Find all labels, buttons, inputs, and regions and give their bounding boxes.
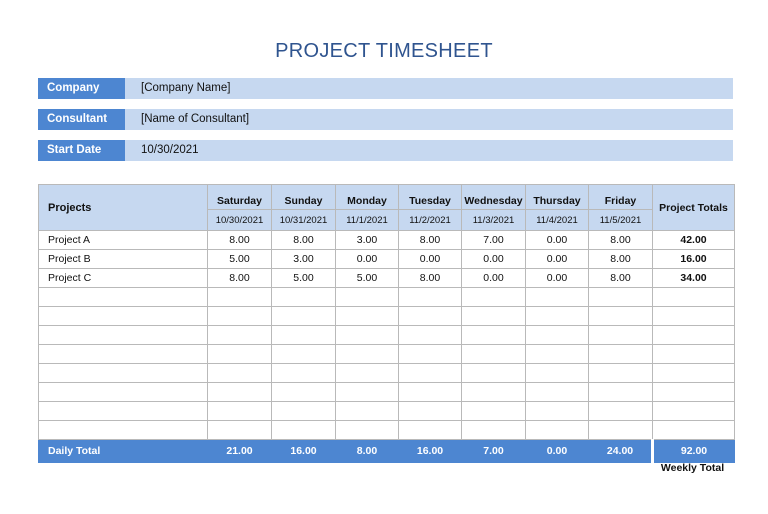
empty-cell[interactable] [336,402,399,421]
empty-cell[interactable] [39,421,208,440]
hours-cell[interactable]: 8.00 [399,269,462,288]
empty-cell[interactable] [336,307,399,326]
empty-cell[interactable] [39,326,208,345]
daily-total-label: Daily Total [39,440,208,463]
date-header: 10/31/2021 [272,210,336,231]
empty-row [39,402,735,421]
daily-total-cell: 16.00 [399,440,462,463]
hours-cell[interactable]: 0.00 [526,231,589,250]
empty-row [39,326,735,345]
table-row [39,250,735,269]
empty-cell[interactable] [336,345,399,364]
project-name[interactable]: Project B [39,250,208,269]
empty-cell[interactable] [39,364,208,383]
empty-cell[interactable] [653,307,735,326]
empty-cell[interactable] [399,345,462,364]
project-total: 42.00 [653,231,735,250]
empty-cell[interactable] [399,383,462,402]
header-row-days [39,185,735,210]
empty-cell[interactable] [653,288,735,307]
empty-cell[interactable] [39,307,208,326]
hours-cell[interactable]: 3.00 [272,250,336,269]
project-name[interactable]: Project C [39,269,208,288]
empty-cell[interactable] [272,288,336,307]
empty-cell[interactable] [526,307,589,326]
consultant-field[interactable]: [Name of Consultant] [125,109,733,130]
date-header: 10/30/2021 [208,210,272,231]
daily-total-cell: 24.00 [589,440,653,463]
empty-cell[interactable] [589,307,653,326]
hours-cell[interactable]: 8.00 [589,231,653,250]
empty-cell[interactable] [272,383,336,402]
hours-cell[interactable]: 5.00 [336,269,399,288]
empty-cell[interactable] [589,383,653,402]
date-header: 11/4/2021 [526,210,589,231]
empty-cell[interactable] [526,402,589,421]
empty-cell[interactable] [462,383,526,402]
empty-cell[interactable] [653,421,735,440]
project-name[interactable]: Project A [39,231,208,250]
empty-cell[interactable] [526,288,589,307]
empty-cell[interactable] [208,307,272,326]
hours-cell[interactable]: 3.00 [336,231,399,250]
empty-cell[interactable] [653,402,735,421]
empty-row [39,364,735,383]
day-header: Friday [589,185,653,210]
daily-total-cell: 16.00 [272,440,336,463]
empty-cell[interactable] [526,326,589,345]
hours-cell[interactable]: 5.00 [272,269,336,288]
empty-cell[interactable] [462,421,526,440]
hours-cell[interactable]: 0.00 [526,269,589,288]
consultant-row [38,109,733,130]
company-row [38,78,733,99]
empty-cell[interactable] [653,364,735,383]
empty-cell[interactable] [39,402,208,421]
hours-cell[interactable]: 0.00 [336,250,399,269]
empty-row [39,288,735,307]
page-title: PROJECT TIMESHEET [275,40,493,62]
start-date-row [38,140,733,161]
empty-cell[interactable] [399,364,462,383]
empty-cell[interactable] [272,326,336,345]
empty-cell[interactable] [399,307,462,326]
empty-cell[interactable] [462,345,526,364]
empty-cell[interactable] [653,345,735,364]
empty-cell[interactable] [208,383,272,402]
date-header: 11/3/2021 [462,210,526,231]
hours-cell[interactable]: 8.00 [399,231,462,250]
empty-cell[interactable] [526,345,589,364]
empty-cell[interactable] [208,364,272,383]
empty-cell[interactable] [272,402,336,421]
timesheet-table [38,184,735,463]
empty-cell[interactable] [526,383,589,402]
projects-header: Projects [39,185,208,231]
empty-cell[interactable] [208,288,272,307]
date-header: 11/2/2021 [399,210,462,231]
empty-cell[interactable] [589,326,653,345]
empty-cell[interactable] [272,421,336,440]
empty-cell[interactable] [208,421,272,440]
hours-cell[interactable]: 0.00 [399,250,462,269]
empty-cell[interactable] [208,345,272,364]
empty-cell[interactable] [399,288,462,307]
hours-cell[interactable]: 8.00 [272,231,336,250]
grand-total: 92.00 [653,440,735,463]
empty-cell[interactable] [336,383,399,402]
daily-total-cell: 21.00 [208,440,272,463]
start-date-label: Start Date [38,140,125,161]
empty-cell[interactable] [39,288,208,307]
empty-cell[interactable] [336,326,399,345]
day-header: Sunday [272,185,336,210]
empty-cell[interactable] [589,402,653,421]
daily-total-cell: 8.00 [336,440,399,463]
empty-cell[interactable] [272,345,336,364]
empty-cell[interactable] [272,364,336,383]
consultant-label: Consultant [38,109,125,130]
day-header: Monday [336,185,399,210]
weekly-total-label: Weekly Total [660,462,725,474]
daily-total-cell: 0.00 [526,440,589,463]
empty-cell[interactable] [653,383,735,402]
date-header: 11/1/2021 [336,210,399,231]
empty-row [39,383,735,402]
empty-cell[interactable] [39,345,208,364]
empty-cell[interactable] [399,421,462,440]
empty-cell[interactable] [462,402,526,421]
day-header: Saturday [208,185,272,210]
empty-cell[interactable] [589,421,653,440]
empty-cell[interactable] [589,364,653,383]
empty-row [39,421,735,440]
daily-total-row [39,440,735,463]
hours-cell[interactable]: 8.00 [208,269,272,288]
empty-cell[interactable] [208,402,272,421]
day-header: Thursday [526,185,589,210]
hours-cell[interactable]: 0.00 [526,250,589,269]
empty-cell[interactable] [272,307,336,326]
empty-cell[interactable] [462,326,526,345]
empty-cell[interactable] [336,421,399,440]
empty-cell[interactable] [589,345,653,364]
empty-cell[interactable] [336,288,399,307]
hours-cell[interactable]: 5.00 [208,250,272,269]
hours-cell[interactable]: 8.00 [208,231,272,250]
table-row [39,231,735,250]
empty-cell[interactable] [589,288,653,307]
company-label: Company [38,78,125,99]
empty-cell[interactable] [208,326,272,345]
empty-cell[interactable] [462,364,526,383]
hours-cell[interactable]: 0.00 [462,269,526,288]
empty-cell[interactable] [462,307,526,326]
day-header: Wednesday [462,185,526,210]
table-row [39,269,735,288]
empty-cell[interactable] [39,383,208,402]
hours-cell[interactable]: 7.00 [462,231,526,250]
empty-cell[interactable] [526,421,589,440]
project-total: 34.00 [653,269,735,288]
hours-cell[interactable]: 8.00 [589,250,653,269]
empty-cell[interactable] [399,326,462,345]
daily-total-cell: 7.00 [462,440,526,463]
day-header: Tuesday [399,185,462,210]
hours-cell[interactable]: 0.00 [462,250,526,269]
start-date-field[interactable]: 10/30/2021 [125,140,733,161]
empty-cell[interactable] [653,326,735,345]
empty-cell[interactable] [526,364,589,383]
empty-cell[interactable] [399,402,462,421]
project-total: 16.00 [653,250,735,269]
empty-cell[interactable] [462,288,526,307]
hours-cell[interactable]: 8.00 [589,269,653,288]
project-totals-header: Project Totals [653,185,735,231]
empty-row [39,307,735,326]
empty-row [39,345,735,364]
date-header: 11/5/2021 [589,210,653,231]
empty-cell[interactable] [336,364,399,383]
company-field[interactable]: [Company Name] [125,78,733,99]
